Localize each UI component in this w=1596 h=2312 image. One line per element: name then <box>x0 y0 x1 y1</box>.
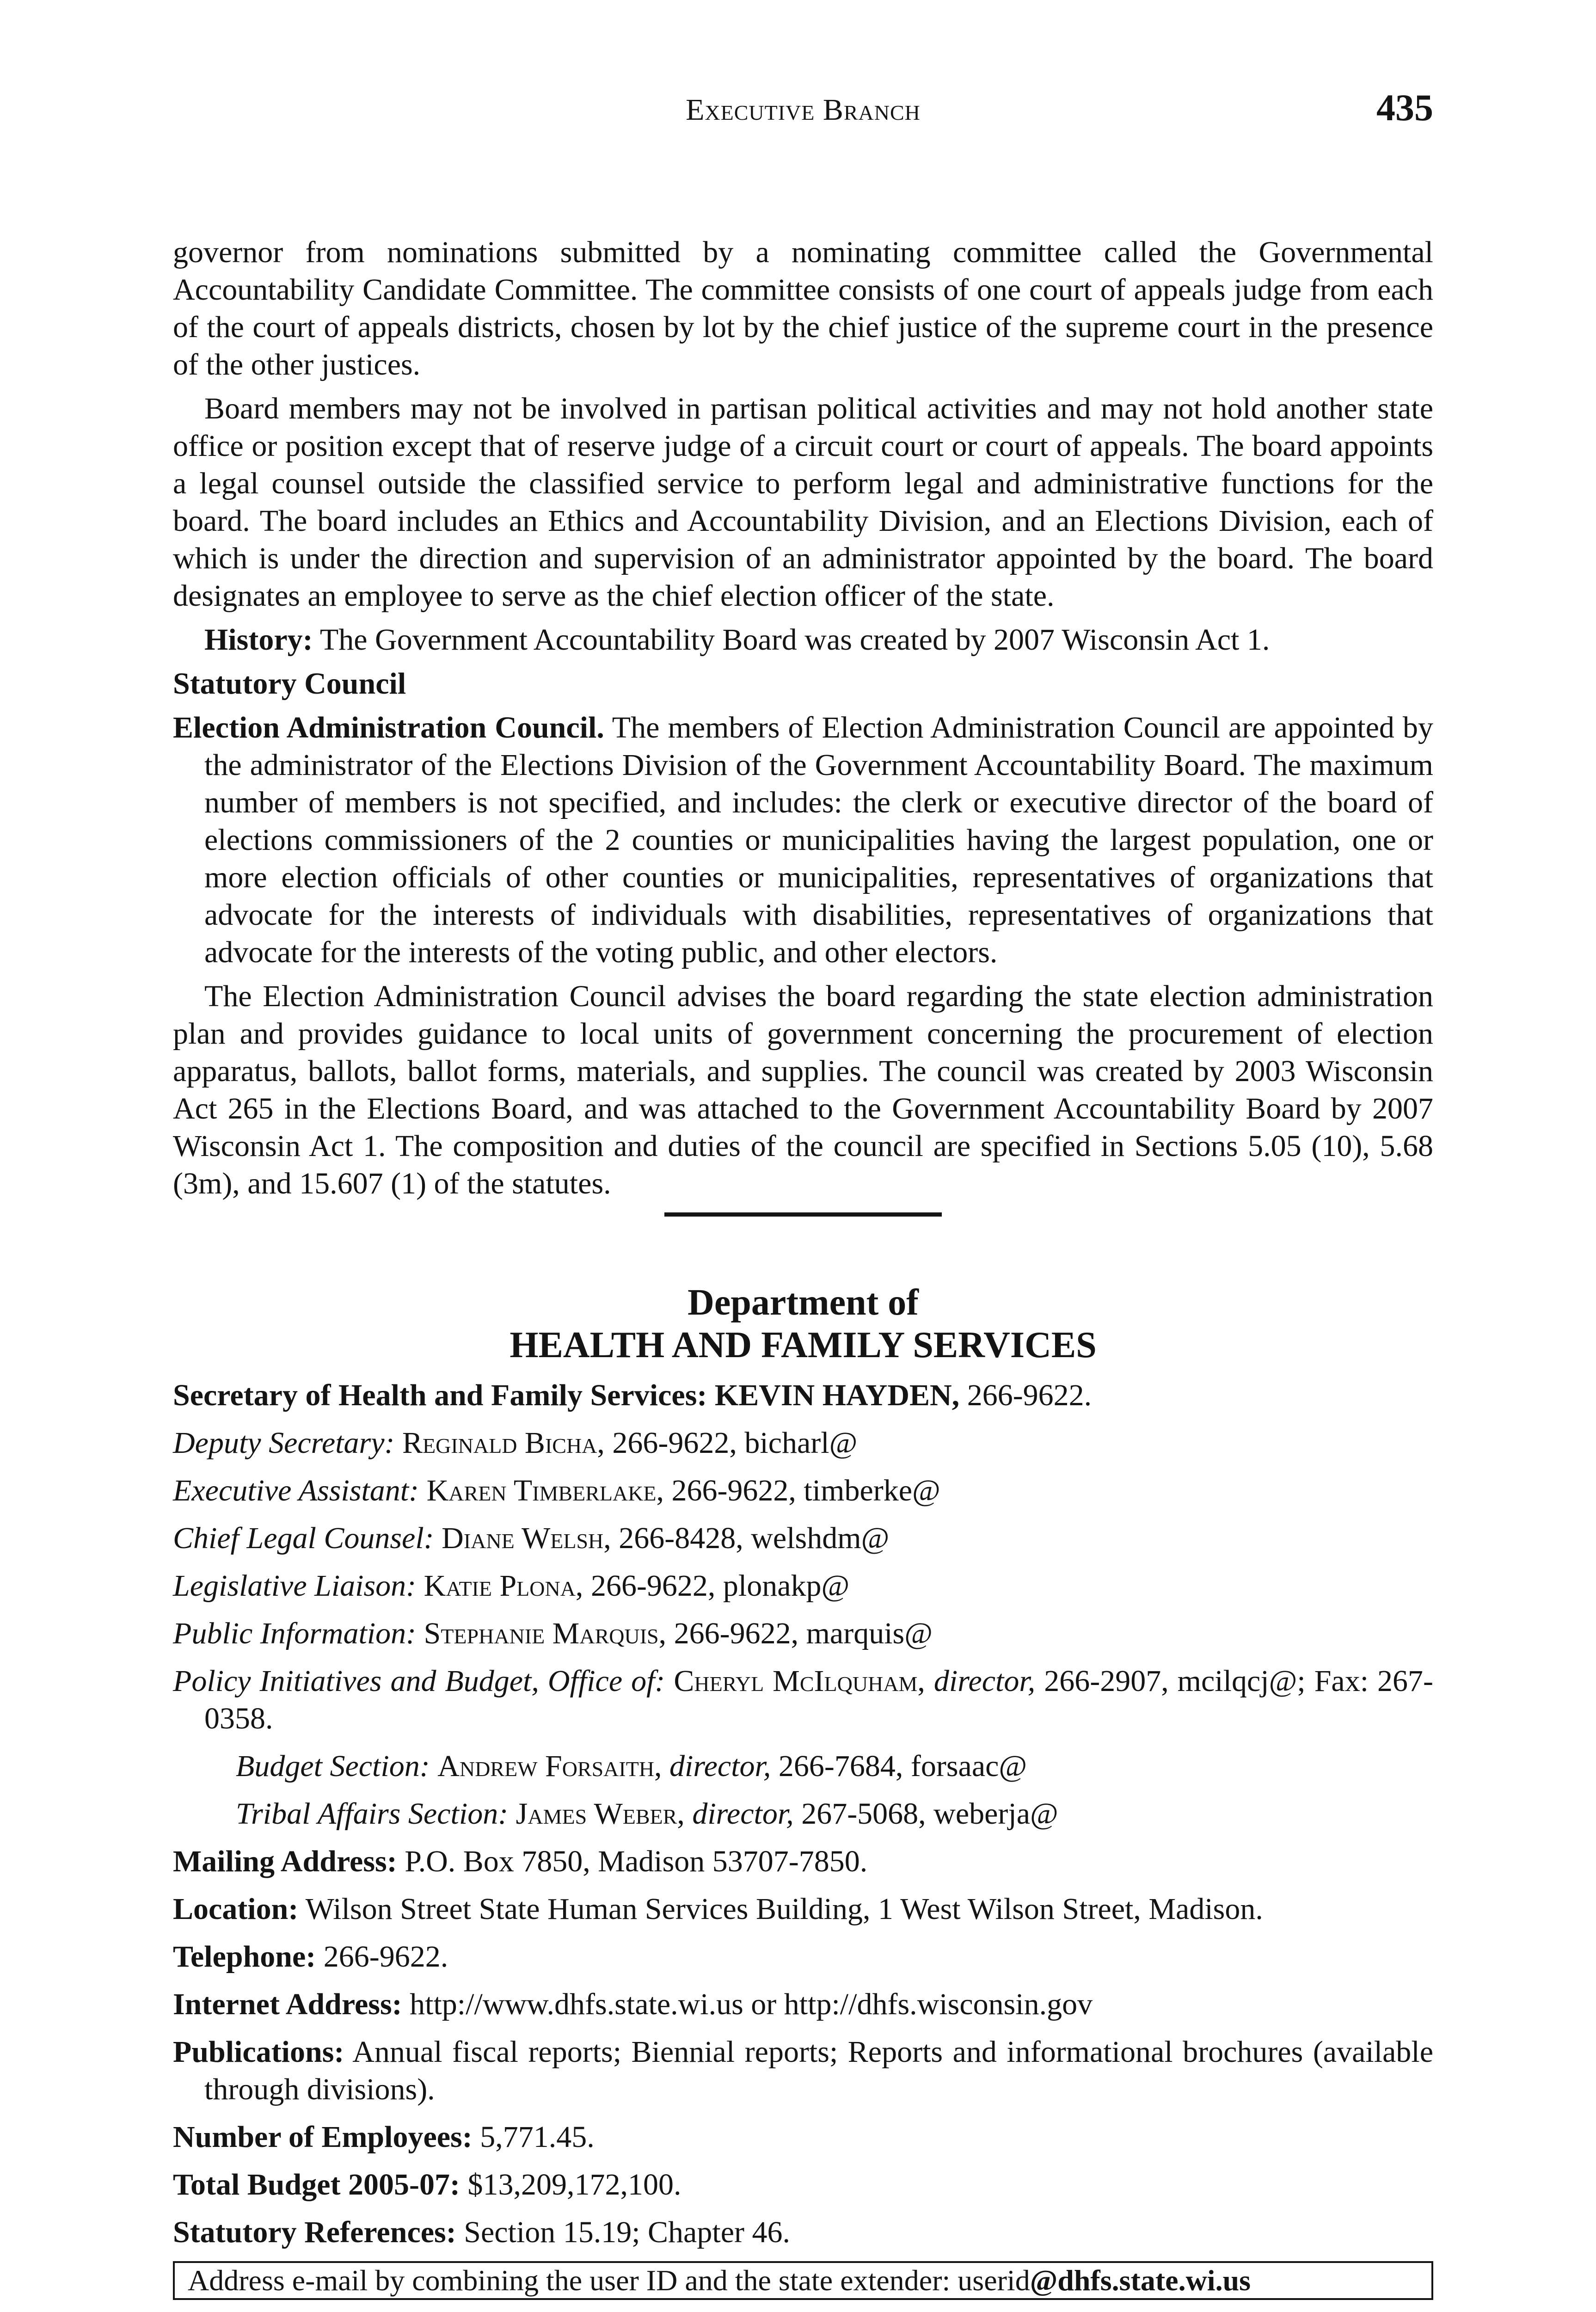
info-value: 266-9622. <box>316 1940 448 1974</box>
policy-office-entry <box>173 1662 1433 1737</box>
staff-role: Executive Assistant: <box>173 1474 419 1507</box>
section-title: director, <box>669 1749 771 1783</box>
section-name: Andrew Forsaith, <box>437 1749 662 1783</box>
staff-entry <box>173 1472 1433 1509</box>
section-contact: 266-7684, forsaac@ <box>771 1749 1027 1783</box>
staff-role: Public Information: <box>173 1617 417 1650</box>
info-value: 5,771.45. <box>472 2120 595 2154</box>
section-entry <box>173 1795 1433 1832</box>
staff-name: Katie Plona, <box>424 1569 583 1603</box>
policy-contact: 266-2907, mcilqcj@; Fax: 267-0358. <box>204 1664 1433 1735</box>
council-name: Election Administration Council. <box>173 711 604 744</box>
info-label: Number of Employees: <box>173 2120 473 2154</box>
info-value: Annual fiscal reports; Biennial reports; Reports and informational brochures (available through divisions). <box>204 2035 1433 2106</box>
info-entry <box>173 1890 1433 1928</box>
info-entry <box>173 1938 1433 1975</box>
council-description: The members of Election Administration Council are appointed by the administrator of the Elections Division of the Government Accountability Board. The maximum number of members is not specified, and includes: the clerk or executive director of the board of elections commissioners of the 2 counties or municipalities having the largest population, one or more election officials of other counties or municipalities, representatives of organizations that advocate for the interests of individuals with disabilities, representatives of organizations that advocate for the interests of the voting public, and other electors. <box>204 711 1433 969</box>
council-duties-paragraph: The Election Administration Council advises the board regarding the state election administration plan and provides guidance to local units of government concerning the procurement of election apparatus, ballots, ballot forms, materials, and supplies. The council was created by 2003 Wisconsin Act 265 in the Elections Board, and was attached to the Government Accountability Board by 2007 Wisconsin Act 1. The composition and duties of the council are specified in Sections 5.05 (10), 5.68 (3m), and 15.607 (1) of the statutes. <box>173 979 1433 1200</box>
info-label: Mailing Address: <box>173 1845 397 1878</box>
staff-name: Karen Timberlake, <box>426 1474 664 1507</box>
page-number: 435 <box>1376 86 1433 129</box>
staff-entry <box>173 1519 1433 1557</box>
secretary-label: Secretary of Health and Family Services: KEVIN HAYDEN, <box>173 1378 960 1412</box>
info-label: Total Budget 2005-07: <box>173 2168 460 2201</box>
info-label: Internet Address: <box>173 1987 402 2021</box>
staff-contact: 266-9622, marquis@ <box>666 1617 933 1650</box>
info-label: Publications: <box>173 2035 344 2069</box>
info-label: Location: <box>173 1892 299 1926</box>
section-name: James Weber, <box>516 1797 685 1831</box>
info-value: http://www.dhfs.state.wi.us or http://dhfs.wisconsin.gov <box>402 1987 1093 2021</box>
department-title <box>173 1281 1433 1366</box>
staff-entry <box>173 1567 1433 1605</box>
section-role: Tribal Affairs Section: <box>236 1797 509 1831</box>
staff-entry <box>173 1615 1433 1652</box>
department-title-line2: HEALTH AND FAMILY SERVICES <box>509 1325 1097 1365</box>
history-label: History: <box>204 623 313 657</box>
info-entry <box>173 2214 1433 2251</box>
main-column <box>173 234 1433 2300</box>
info-value: $13,209,172,100. <box>460 2168 681 2201</box>
running-title: Executive Branch <box>686 93 921 127</box>
info-entry <box>173 1843 1433 1880</box>
info-value: Wilson Street State Human Services Building, 1 West Wilson Street, Madison. <box>298 1892 1263 1926</box>
staff-entry <box>173 1424 1433 1462</box>
department-title-line1: Department of <box>688 1282 919 1323</box>
email-domain: @dhfs.state.wi.us <box>1030 2264 1251 2297</box>
email-note-text: Address e-mail by combining the user ID and the state extender: userid <box>188 2264 1030 2297</box>
info-label: Statutory References: <box>173 2215 456 2249</box>
section-contact: 267-5068, weberja@ <box>793 1797 1058 1831</box>
history-paragraph <box>173 621 1433 658</box>
election-admin-council-entry <box>173 709 1433 971</box>
secretary-phone: 266-9622. <box>959 1378 1092 1412</box>
info-entry <box>173 2033 1433 2108</box>
section-role: Budget Section: <box>236 1749 430 1783</box>
policy-name: Cheryl McIlquham, <box>674 1664 925 1698</box>
section-entry <box>173 1747 1433 1785</box>
staff-name: Reginald Bicha, <box>402 1426 605 1460</box>
staff-name: Diane Welsh, <box>442 1521 611 1555</box>
section-divider <box>664 1212 942 1217</box>
staff-contact: 266-9622, timberke@ <box>663 1474 940 1507</box>
info-value: P.O. Box 7850, Madison 53707-7850. <box>397 1845 868 1878</box>
running-header <box>173 86 1433 143</box>
statutory-council-heading: Statutory Council <box>173 667 406 701</box>
staff-contact: 266-9622, plonakp@ <box>583 1569 850 1603</box>
info-entry <box>173 1986 1433 2023</box>
board-members-paragraph: Board members may not be involved in partisan political activities and may not hold another state office or position except that of reserve judge of a circuit court or court of appeals. The board appoints a legal counsel outside the classified service to perform legal and administrative functions for the board. The board includes an Ethics and Accountability Division, and an Elections Division, each of which is under the direction and supervision of an administrator appointed by the board. The board designates an employee to serve as the chief election officer of the state. <box>173 392 1433 613</box>
staff-contact: 266-8428, welshdm@ <box>611 1521 890 1555</box>
staff-contact: 266-9622, bicharl@ <box>604 1426 858 1460</box>
continuation-paragraph: governor from nominations submitted by a nominating committee called the Governmental Accountability Candidate Committee. The committee consists of one court of appeals judge from each of the court of appeals districts, chosen by lot by the chief justice of the supreme court in the presence of the other justices. <box>173 235 1433 381</box>
info-entry <box>173 2166 1433 2203</box>
section-title: director, <box>692 1797 794 1831</box>
info-entry <box>173 2118 1433 2156</box>
info-label: Telephone: <box>173 1940 316 1974</box>
policy-role: Policy Initiatives and Budget, Office of: <box>173 1664 665 1698</box>
history-text: The Government Accountability Board was created by 2007 Wisconsin Act 1. <box>313 623 1270 657</box>
staff-role: Chief Legal Counsel: <box>173 1521 434 1555</box>
staff-name: Stephanie Marquis, <box>424 1617 667 1650</box>
email-note-box <box>173 2261 1433 2300</box>
staff-role: Deputy Secretary: <box>173 1426 395 1460</box>
staff-role: Legislative Liaison: <box>173 1569 417 1603</box>
secretary-entry <box>173 1377 1433 1414</box>
info-value: Section 15.19; Chapter 46. <box>456 2215 790 2249</box>
policy-title: director, <box>933 1664 1036 1698</box>
